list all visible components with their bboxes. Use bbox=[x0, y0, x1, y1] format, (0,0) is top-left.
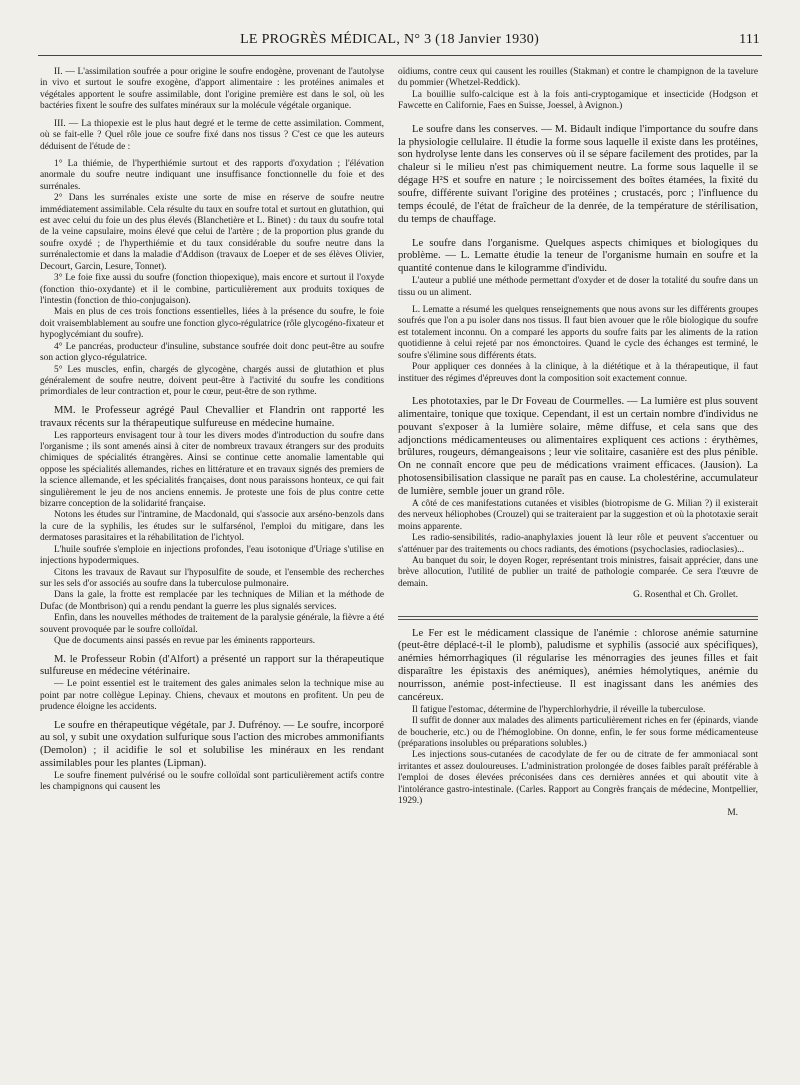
left-column bbox=[40, 67, 384, 1067]
paragraph: 3° Le foie fixe aussi du soufre (fonction thiopexique), mais encore et surtout il l'oxyde (fonction thio-oxydante) et il le combine, particulièrement aux produits toxiques de l'intestin (fonction de thio-conjugaison). bbox=[40, 273, 384, 307]
paragraph: Au banquet du soir, le doyen Roger, représentant trois ministres, faisait apprécier, dans une brève allocution, l'utilité de publier un traité de pathologie comparée. Ce sera l'œuvre de demain. bbox=[398, 555, 758, 589]
author-initial: M. bbox=[727, 807, 738, 818]
paragraph: Enfin, dans les nouvelles méthodes de traitement de la paralysie générale, la fièvre a été souvent provoquée par le soufre colloïdal. bbox=[40, 613, 384, 635]
paragraph: Mais en plus de ces trois fonctions essentielles, liées à la présence du soufre, le foie doit vraisemblablement au soufre une fonction glyco-régulatrice (rôle glycogéno-fixateur et hypoglycémiant du soufre). bbox=[40, 307, 384, 341]
paragraph: L'auteur a publié une méthode permettant d'oxyder et de doser la totalité du soufre dans un tissu ou un aliment. bbox=[398, 276, 758, 298]
paragraph: Le soufre finement pulvérisé ou le soufre colloïdal sont particulièrement actifs contre les champignons qui causent les bbox=[40, 770, 384, 793]
section-divider bbox=[398, 616, 758, 620]
section-heading-paragraph: Le soufre dans les conserves. — M. Bidault indique l'importance du soufre dans la physiologie cellulaire. Il étudie la forme sous laquelle il existe dans les protéines, son hydrolyse lente dans les conserves où il se sépare facilement des protides, par la chaleur si le milieu n'est pas chimiquement neutre. La forme sous laquelle il se dégage H²S et soufre en nature ; le noircissement des boîtes étamées, la fixité du soufre, différente suivant l'origine des protéines ; crustacés, porc ; l'influence du temps écoulé, de l'état de fraîcheur de la denrée, de la température de stérilisation, du temps de chauffage. bbox=[398, 123, 758, 225]
author-signature: G. Rosenthal et Ch. Grollet. bbox=[633, 590, 738, 601]
paragraph: 1° La thiémie, de l'hyperthiémie surtout et des rapports d'oxydation ; l'élévation anormale du soufre neutre indiquant une insuffisance fonctionnelle du foie et des surrénales. bbox=[40, 158, 384, 192]
paragraph: L'huile soufrée s'emploie en injections profondes, l'eau isotonique d'Uriage s'utilise en injections hypodermiques. bbox=[40, 544, 384, 567]
right-column bbox=[398, 67, 758, 1067]
section-heading-paragraph: M. le Professeur Robin (d'Alfort) a présenté un rapport sur la thérapeutique sulfureuse en médecine vétérinaire. bbox=[40, 653, 384, 678]
section-heading-paragraph: Le soufre dans l'organisme. Quelques aspects chimiques et biologiques du problème. — L. Lematte étudie la teneur de l'organisme humain en soufre et la quantité contenue dans le kilogramme d'individu. bbox=[398, 237, 758, 275]
header-title: LE PROGRÈS MÉDICAL, N° 3 (18 Janvier 1930) bbox=[240, 32, 540, 47]
paragraph: Que de documents ainsi passés en revue par les éminents rapporteurs. bbox=[54, 636, 316, 647]
paragraph: Les rapporteurs envisagent tour à tour les divers modes d'introduction du soufre dans l'organisme ; ils sont amenés ainsi à citer de nombreux travaux étrangers sur des produits chimiques de spécialités étrangères. Ainsi se continue cette anomalie lamentable qui oppose les spécialités allemandes, riches en littérature et en travaux signés des premiers de la science allemande, et les spécialités françaises, dont nous paraissons honteux, ce qui fait singulièrement le jeu de nos anciens ennemis. Je proteste une fois de plus contre cette bizarre conception de la solidarité française. bbox=[40, 430, 384, 510]
paragraph: A côté de ces manifestations cutanées et visibles (biotropisme de G. Milian ?) il existerait des nerveux héliophobes (Crouzel) qui se traiteraient par la suggestion et où la phototaxie serait moins apparente. bbox=[398, 498, 758, 532]
paragraph: 4° Le pancréas, producteur d'insuline, substance soufrée doit donc peut-être au soufre son action glyco-régulatrice. bbox=[40, 341, 384, 364]
paragraph: — Le point essentiel est le traitement des gales animales selon la technique mise au point par notre collègue Lepinay. Chiens, chevaux et moutons en profitent. Un peu de prudence éloigne les accidents. bbox=[40, 679, 384, 713]
running-header bbox=[40, 32, 760, 54]
paragraph: Les injections sous-cutanées de cacodylate de fer ou de citrate de fer ammoniacal sont irritantes et assez douloureuses. L'administration prolongée de doses faibles paraît préférable à l'emploi de doses élevées préconisées dans ces dernières années et qui aboutit vite à l'intolérance gastro-intestinale. (Carles. Rapport au Congrès français de médecine, Montpellier, 1929.) bbox=[398, 750, 758, 807]
paragraph: 2° Dans les surrénales existe une sorte de mise en réserve de soufre neutre immédiatement assimilable. Cela résulte du taux en soufre total et surtout en glutathion, qui est avec celui du foie un des plus élevés (Blanchetière et L. Binet) : du taux du soufre total de la veine capsulaire, moins élevé que celui de l'artère ; de la proportion plus grande du soufre oxydé ; de l'hyperthiémie et du taux considérable du soufre neutre dans la surrénalectomie et dans la maladie d'Addison (travaux de Loeper et de ses élèves Olivier, Decourt, Garcin, Lesure, Tonnet). bbox=[40, 193, 384, 272]
paragraph: Il suffit de donner aux malades des aliments particulièrement riches en fer (épinards, viande de boucherie, etc.) ou de l'hémoglobine. On donne, enfin, le fer sous forme médicamenteuse (préparations insolubles ou préparations solubles.) bbox=[398, 716, 758, 750]
section-heading-paragraph: Les phototaxies, par le Dr Foveau de Courmelles. — La lumière est plus souvent alimentaire, tonique que toxique. Cependant, il est un certain nombre d'individus ne pouvant s'exposer à la lumière solaire, même diffuse, et cela sans que des adjonctions médicamenteuses ou alimentaires expliquent ces actions : érythèmes, brûlures, rougeurs, démangeaisons ; leur vie solitaire, casanière est des plus pénible. On ne connaît encore que peu de médications vraiment efficaces. (Jausion). La photosensibilisation classique ne paraît pas en cause. La cholestérine, accumulateur de lumière, semble jouer un grand rôle. bbox=[398, 395, 758, 497]
paragraph: L. Lematte a résumé les quelques renseignements que nous avons sur les différents groupes soufrés que l'on a pu isoler dans nos tissus. Il faut bien avouer que le rôle biologique du soufre est totalement inconnu. On a comparé les apports du soufre faits par les aliments de la ration quotidienne à celui rejeté par nos émonctoires. Quand le cycle des échanges est terminé, le soufre s'élimine sous différents états. bbox=[398, 304, 758, 361]
page-number: 111 bbox=[739, 32, 760, 47]
paragraph: II. — L'assimilation soufrée a pour origine le soufre endogène, provenant de l'autolyse in vivo et surtout le soufre exogène, d'apport alimentaire : les protéines animales et végétales apportent le soufre assimilable, dont l'origine première est dans le sol, où les bactéries fixent le soufre des sulfates minéraux sur la molécule végétale organique. bbox=[40, 67, 384, 112]
paragraph: Citons les travaux de Ravaut sur l'hyposulfite de soude, et l'ensemble des recherches sur les sels d'or associés au soufre dans la tuberculose pulmonaire. bbox=[40, 567, 384, 590]
section-heading-paragraph: Le soufre en thérapeutique végétale, par J. Dufrénoy. — Le soufre, incorporé au sol, y subit une oxydation sulfurique sous l'action des microbes ammonifiants (Demolon) ; il acidifie le sol et solubilise les minéraux en les rendant assimilables pour les plantes (Lipman). bbox=[40, 719, 384, 770]
paragraph: 5° Les muscles, enfin, chargés de glycogène, chargés aussi de glutathion et plus généralement de soufre neutre, doivent peut-être à l'activité du soufre les conditions primordiales de leur contraction et, pour le cœur, peut-être de son rythme. bbox=[40, 364, 384, 398]
section-heading-paragraph: MM. le Professeur agrégé Paul Chevallier et Flandrin ont rapporté les travaux récents sur la thérapeutique sulfureuse en médecine humaine. bbox=[40, 404, 384, 429]
paragraph: oïdiums, contre ceux qui causent les rouilles (Stakman) et contre le champignon de la tavelure du pommier (Whetzel-Reddick). bbox=[398, 67, 758, 89]
paragraph: Pour appliquer ces données à la clinique, à la diététique et à la thérapeutique, il faut instituer des régimes d'épreuves dont la composition soit exactement connue. bbox=[398, 362, 758, 384]
paragraph: III. — La thiopexie est le plus haut degré et le terme de cette assimilation. Comment, où se fait-elle ? Quel rôle joue ce soufre fixé dans nos tissus ? C'est ce que les auteurs déduisent de l'étude de : bbox=[40, 118, 384, 152]
paragraph: Dans la gale, la frotte est remplacée par les techniques de Milian et la méthode de Dufac (de Montbrison) qui a rendu pendant la guerre les plus signalés services. bbox=[40, 590, 384, 612]
header-rule bbox=[38, 55, 762, 56]
paragraph: Les radio-sensibilités, radio-anaphylaxies jouent là leur rôle et peuvent s'accentuer ou s'atténuer par des traitements ou chocs radiants, des émotions (psychoclasies, radioclasies)... bbox=[398, 533, 758, 555]
paragraph: Il fatigue l'estomac, détermine de l'hyperchlorhydrie, il réveille la tuberculose. bbox=[412, 704, 706, 715]
paragraph: Notons les études sur l'intramine, de Macdonald, qui s'associe aux arséno-benzols dans la cure de la syphilis, les études sur le sulfarsénol, l'emploi du mitigare, dans les dermatoses parasitaires et la réhabilitation de l'ichtyol. bbox=[40, 510, 384, 544]
paragraph: La bouillie sulfo-calcique est à la fois anti-cryptogamique et insecticide (Hodgson et Fawcette en Californie, Faes en Suisse, Joessel, à Avignon.) bbox=[398, 89, 758, 112]
section-heading-paragraph: Le Fer est le médicament classique de l'anémie : chlorose anémie saturnine (peut-être déplacé-t-il le plomb), paludisme et syphilis (associé aux spécifiques), anémies hémorrhagiques (il régularise les ménorragies des jeunes filles et fait disparaître les épistaxis des anémiques), anémies hémolytiques, anémie du nourrisson, anémie post-infectieuse. Il est inagissant dans les anémies des cancéreux. bbox=[398, 627, 758, 703]
